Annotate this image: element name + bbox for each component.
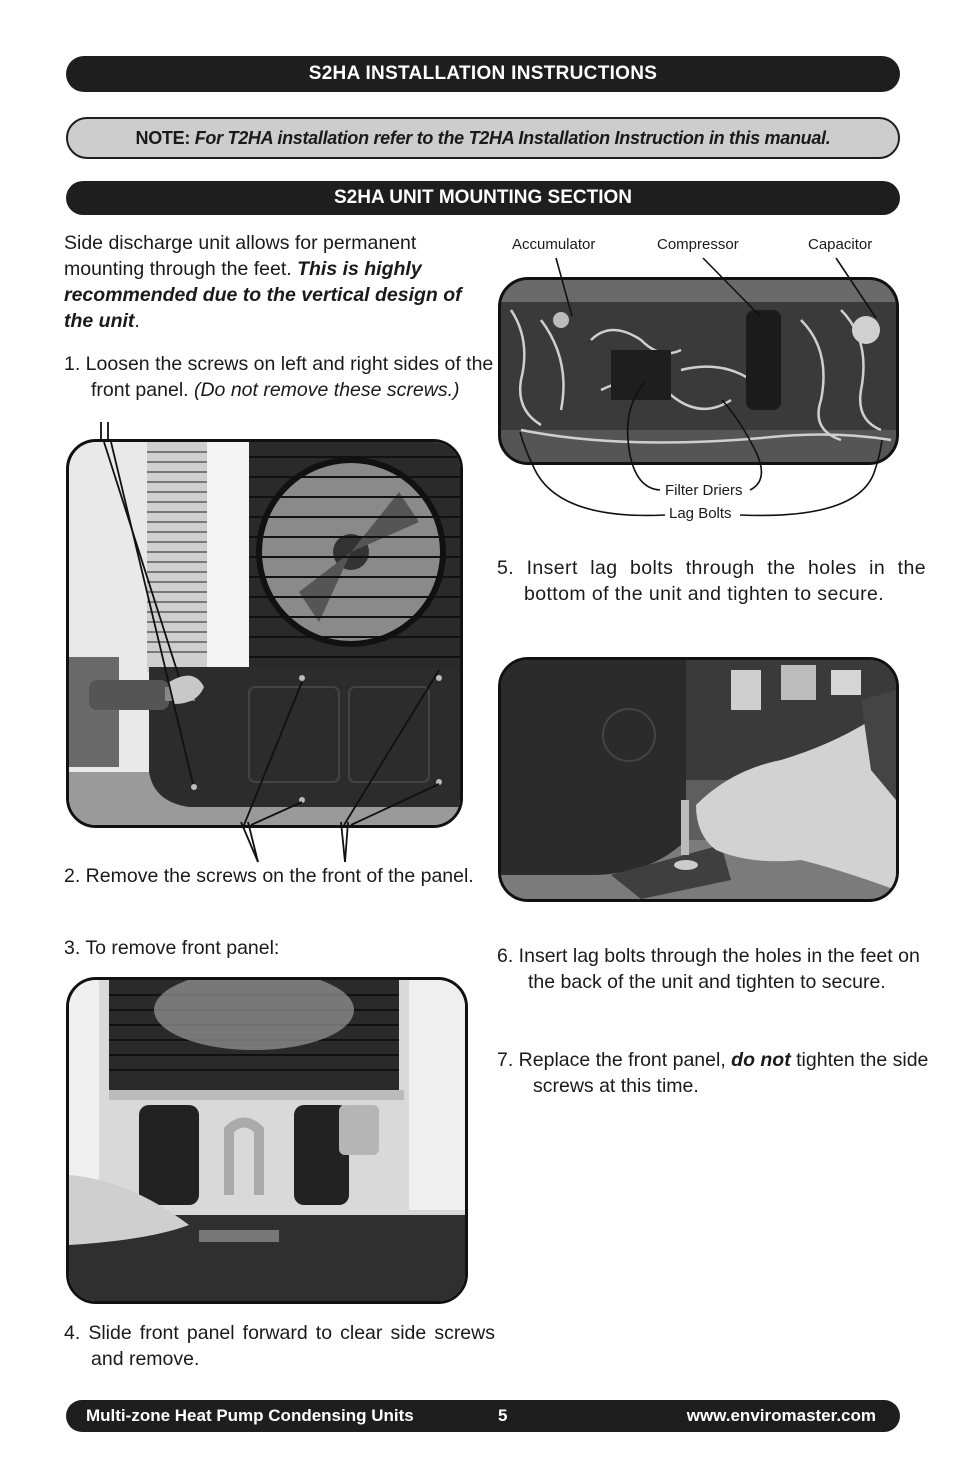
label-capacitor: Capacitor bbox=[808, 236, 873, 253]
section-title: S2HA UNIT MOUNTING SECTION bbox=[66, 181, 900, 215]
page-title: S2HA INSTALLATION INSTRUCTIONS bbox=[66, 56, 900, 92]
internals-illustration bbox=[501, 280, 896, 462]
label-lag-bolts: Lag Bolts bbox=[669, 505, 732, 522]
step-2: 2. Remove the screws on the front of the panel. bbox=[64, 865, 474, 887]
intro-text: Side discharge unit allows for permanent mounting through the feet. bbox=[64, 232, 417, 280]
note-label: NOTE: bbox=[135, 128, 191, 148]
footer-page-number: 5 bbox=[498, 1406, 508, 1425]
intro-emphasis: This is highly recommended due to the vertical design of the unit bbox=[64, 258, 462, 332]
footer bbox=[66, 1400, 900, 1432]
step-1-text: 1. Loosen the screws on left and right sides of the front panel. bbox=[64, 353, 494, 401]
photo-remove-front-panel bbox=[66, 977, 468, 1304]
step-7 bbox=[497, 1047, 935, 1099]
step-1-note: (Do not remove these screws.) bbox=[193, 379, 460, 401]
footer-product: Multi-zone Heat Pump Condensing Units bbox=[86, 1406, 414, 1425]
photo-lag-bolt-install bbox=[498, 657, 899, 902]
lag-bolt-illustration bbox=[501, 660, 896, 899]
footer-website[interactable]: www.enviromaster.com bbox=[686, 1406, 876, 1425]
photo-unit-internals bbox=[498, 277, 899, 465]
step-7-emphasis: do not bbox=[731, 1049, 791, 1071]
intro-end: . bbox=[134, 310, 140, 332]
step-5: 5. Insert lag bolts through the holes in the bottom of the unit and tighten to secure. bbox=[497, 557, 926, 605]
label-accumulator: Accumulator bbox=[512, 236, 596, 253]
step-7-text: 7. Replace the front panel, bbox=[497, 1049, 732, 1071]
note-text: For T2HA installation refer to the T2HA Installation Instruction in this manual. bbox=[194, 128, 831, 148]
step-3: 3. To remove front panel: bbox=[64, 937, 280, 959]
intro-paragraph bbox=[64, 230, 468, 334]
label-compressor: Compressor bbox=[657, 236, 739, 253]
unit-front-illustration bbox=[69, 442, 460, 825]
step-1 bbox=[64, 351, 495, 403]
step-6: 6. Insert lag bolts through the holes in the feet on the back of the unit and tighten to secure. bbox=[497, 945, 920, 993]
panel-removal-illustration bbox=[69, 980, 465, 1301]
photo-front-panel-screws bbox=[66, 439, 463, 828]
note-banner bbox=[66, 117, 900, 159]
step-7-text-end: tighten the side screws at this time. bbox=[533, 1049, 929, 1097]
label-filter-driers: Filter Driers bbox=[665, 482, 743, 499]
step-4: 4. Slide front panel forward to clear side screws and remove. bbox=[64, 1322, 495, 1370]
